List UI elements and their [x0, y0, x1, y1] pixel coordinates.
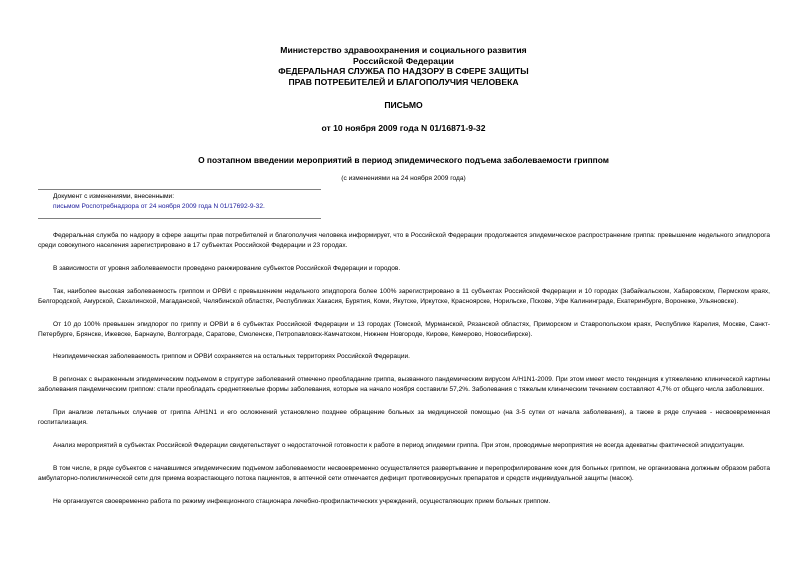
document-title: О поэтапном введении мероприятий в период эпидемического подъема заболеваемости гриппом [198, 155, 609, 165]
changes-divider-bottom [38, 218, 321, 219]
document-date-number: от 10 ноября 2009 года N 01/16871-9-32 [321, 123, 486, 133]
paragraph: Анализ мероприятий в субъектах Российской Федерации свидетельствует о недостаточной готовности к работе в период эпидемии гриппа. При этом, проводимые мероприятия не всегда адекватны фактической эпидситуации. [53, 441, 745, 449]
paragraph: Так, наиболее высокая заболеваемость гриппом и ОРВИ с превышением недельного эпидпорога более 100% зарегистрировано в 11 субъектах Российской Федерации и 10 городах (Забайкальском, Хабаровском, Пермском краях, Белгородской, Амурской, Сахалинской, Магаданской, Челябинской областях, Республиках Хакасия, Бурятия, Коми, Якутске, Иркутске, Красноярске, Норильске, Пскове, Уфе Калининграде, Екатеринбурге, Воронеже, Ульяновске). [38, 287, 770, 305]
paragraph: От 10 до 100% превышен эпидпорог по гриппу и ОРВИ в 6 субъектах Российской Федерации и 13 городах (Томской, Мурманской, Рязанской областях, Приморском и Ставропольском краях, Республике Карелия, Москве, Санкт-Петербурге, Брянске, Ижевске, Барнауле, Волгограде, Саратове, Смоленске, Петропавловск-Камчатском, Нижнем Новгороде, Кирове, Кемерово, Новосибирске). [38, 320, 770, 338]
paragraph: В зависимости от уровня заболеваемости проведено ранжирование субъектов Российской Федерации и городов. [53, 264, 401, 272]
paragraph: Не организуется своевременно работа по режиму инфекционного стационара лечебно-профилактических учреждений, осуществляющих прием больных гриппом. [53, 497, 551, 505]
changes-document-link[interactable]: письмом Роспотребнадзора от 24 ноября 2009 года N 01/17692-9-32. [53, 203, 265, 210]
header-line-service-cont: ПРАВ ПОТРЕБИТЕЛЕЙ И БЛАГОПОЛУЧИЯ ЧЕЛОВЕКА [288, 76, 519, 87]
document-type: ПИСЬМО [384, 100, 423, 110]
header-line-service: ФЕДЕРАЛЬНАЯ СЛУЖБА ПО НАДЗОРУ В СФЕРЕ ЗАЩИТЫ [278, 66, 529, 77]
header-line-ministry: Министерство здравоохранения и социального развития [280, 45, 527, 55]
changes-divider-top [38, 189, 321, 190]
paragraph: Неэпидемическая заболеваемость гриппом и ОРВИ сохраняется на остальных территориях Российской Федерации. [53, 353, 410, 361]
document-body [38, 231, 770, 519]
paragraph: Федеральная служба по надзору в сфере защиты прав потребителей и благополучия человека информирует, что в Российской Федерации продолжается эпидемическое распространение гриппа: превышение недельного эпидпорога среди совокупного населения зарегистрировано в 17 субъектах Российской Федерации и 23 городах. [38, 232, 770, 250]
paragraph: В регионах с выраженным эпидемическим подъемом в структуре заболеваний отмечено преобладание гриппа, вызванного пандемическим вирусом A/H1N1-2009. При этом имеет место тенденция к утяжелению клинической картины заболевания пандемическим гриппом: стали преобладать среднетяжелые формы заболевания, которые на начало ноября составили 57,2%. Заболевания с тяжелым клиническим течением составляют 4,7% от общего числа заболевших. [38, 376, 770, 394]
paragraph: В том числе, в ряде субъектов с начавшимся эпидемическим подъемом заболеваемости несвоевременно осуществляется развертывание и перепрофилирование коек для больных гриппом, не организована должным образом работа амбулаторно-поликлинической сети для приема возрастающего потока пациентов, в аптечной сети отмечается дефицит противовирусных препаратов и средств индивидуальной защиты (масок). [38, 464, 770, 482]
paragraph: При анализе летальных случаев от гриппа A/H1N1 и его осложнений установлено позднее обращение больных за медицинской помощью (на 3-5 сутки от начала заболевания), а также в ряде случаев - несвоевременная госпитализация. [38, 409, 770, 427]
changes-label: Документ с изменениями, внесенными: [53, 193, 175, 200]
issuer-header [0, 45, 807, 87]
header-line-country: Российской Федерации [353, 55, 454, 66]
amendment-note: (с изменениями на 24 ноября 2009 года) [341, 175, 466, 182]
